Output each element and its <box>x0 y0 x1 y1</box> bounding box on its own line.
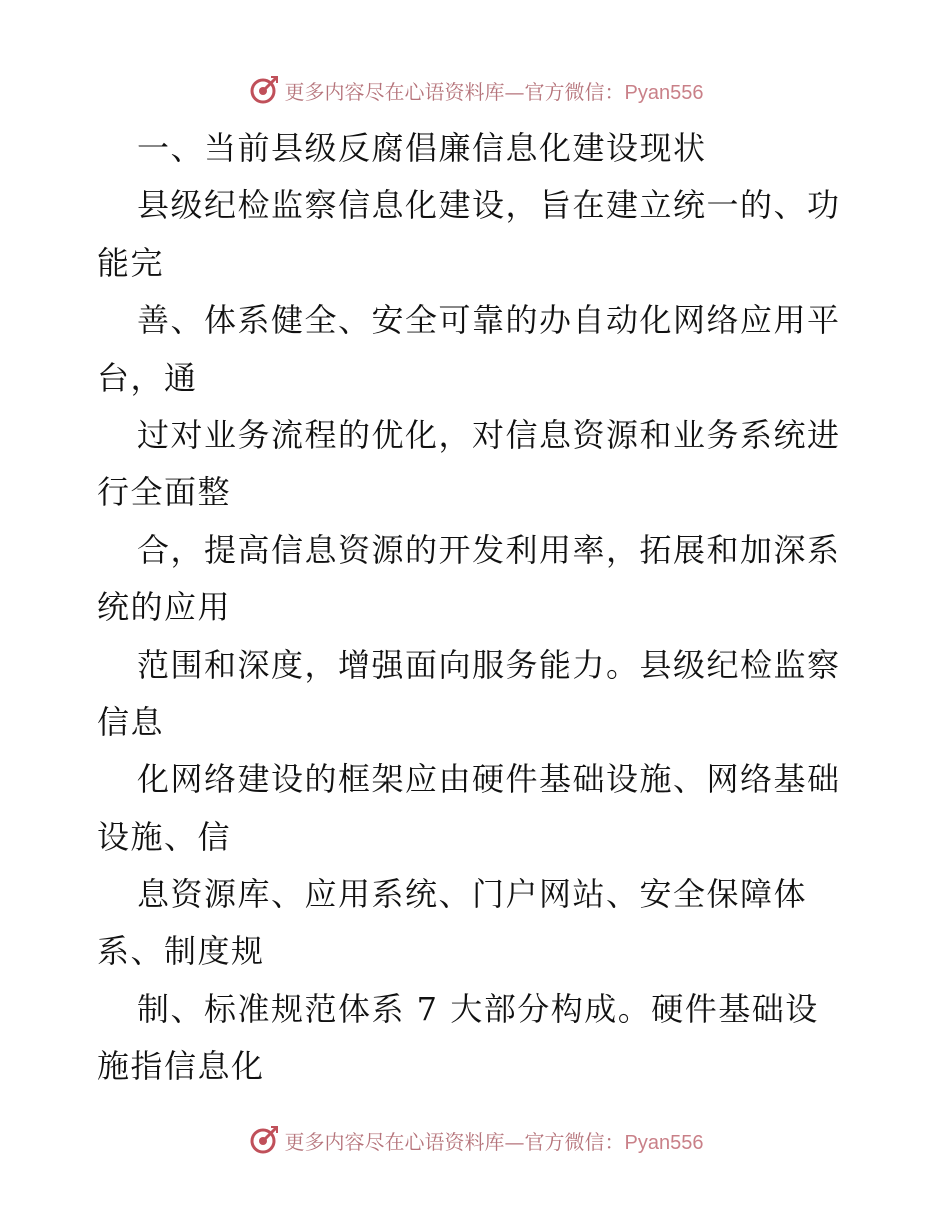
text-line: 系、制度规 <box>97 932 265 971</box>
header-banner <box>0 70 950 110</box>
text-line: 制、标准规范体系 7 大部分构成。硬件基础设 <box>137 989 819 1028</box>
text-line: 统的应用 <box>97 588 232 627</box>
footer-banner-text: 更多内容尽在心语资料库—官方微信：Pyan556 <box>284 1129 704 1154</box>
document-body <box>97 120 857 1096</box>
text-line: 能完 <box>97 243 165 282</box>
text-line: 施指信息化 <box>97 1047 265 1086</box>
pen-logo-icon <box>247 1124 279 1156</box>
pen-logo-icon <box>247 74 279 106</box>
text-line: 善、体系健全、安全可靠的办自动化网络应用平 <box>137 301 841 340</box>
text-line: 过对业务流程的优化，对信息资源和业务系统进 <box>137 415 841 454</box>
text-line: 化网络建设的框架应由硬件基础设施、网络基础 <box>137 760 841 799</box>
text-line: 合，提高信息资源的开发利用率，拓展和加深系 <box>137 530 841 569</box>
footer-banner <box>0 1120 950 1160</box>
header-banner-text: 更多内容尽在心语资料库—官方微信：Pyan556 <box>284 79 704 104</box>
text-line: 息资源库、应用系统、门户网站、安全保障体 <box>137 875 808 914</box>
header-wechat-id: Pyan556 <box>624 81 704 104</box>
text-line: 信息 <box>97 702 165 741</box>
footer-wechat-id: Pyan556 <box>624 1131 704 1154</box>
text-line: 范围和深度，增强面向服务能力。县级纪检监察 <box>137 645 841 684</box>
text-line: 一、当前县级反腐倡廉信息化建设现状 <box>137 129 707 167</box>
text-line: 县级纪检监察信息化建设，旨在建立统一的、功 <box>137 186 841 225</box>
text-line: 设施、信 <box>97 817 232 856</box>
text-line: 台，通 <box>97 358 198 397</box>
text-line: 行全面整 <box>97 473 232 512</box>
